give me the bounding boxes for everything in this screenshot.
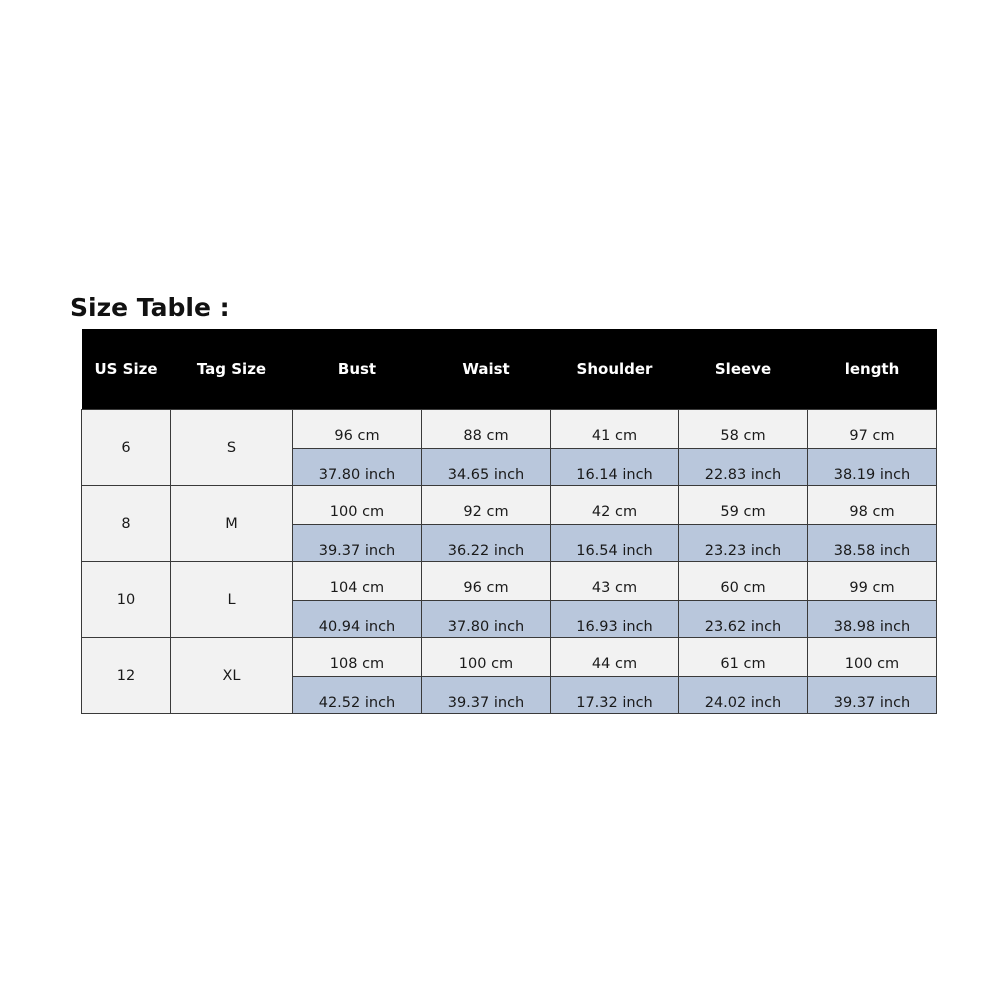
- header-bust: Bust: [293, 329, 422, 410]
- waist-cm-cell: 96 cm: [422, 562, 551, 601]
- length-inch-cell: 38.58 inch: [808, 525, 937, 562]
- shoulder-cm-cell: 44 cm: [551, 638, 679, 677]
- bust-cm-cell: 96 cm: [293, 410, 422, 449]
- sleeve-cm-cell: 58 cm: [679, 410, 808, 449]
- header-waist: Waist: [422, 329, 551, 410]
- sleeve-cm-cell: 59 cm: [679, 486, 808, 525]
- us-size-cell: 12: [82, 638, 171, 714]
- shoulder-cm-cell: 41 cm: [551, 410, 679, 449]
- shoulder-inch-cell: 16.93 inch: [551, 601, 679, 638]
- tag-size-cell: XL: [171, 638, 293, 714]
- shoulder-cm-cell: 42 cm: [551, 486, 679, 525]
- sleeve-cm-cell: 61 cm: [679, 638, 808, 677]
- waist-cm-cell: 88 cm: [422, 410, 551, 449]
- shoulder-inch-cell: 16.14 inch: [551, 449, 679, 486]
- waist-inch-cell: 39.37 inch: [422, 677, 551, 714]
- bust-cm-cell: 108 cm: [293, 638, 422, 677]
- bust-cm-cell: 100 cm: [293, 486, 422, 525]
- length-cm-cell: 99 cm: [808, 562, 937, 601]
- shoulder-inch-cell: 16.54 inch: [551, 525, 679, 562]
- bust-inch-cell: 42.52 inch: [293, 677, 422, 714]
- length-cm-cell: 100 cm: [808, 638, 937, 677]
- shoulder-inch-cell: 17.32 inch: [551, 677, 679, 714]
- sleeve-inch-cell: 22.83 inch: [679, 449, 808, 486]
- sleeve-inch-cell: 23.23 inch: [679, 525, 808, 562]
- us-size-cell: 6: [82, 410, 171, 486]
- us-size-cell: 8: [82, 486, 171, 562]
- bust-cm-cell: 104 cm: [293, 562, 422, 601]
- bust-inch-cell: 37.80 inch: [293, 449, 422, 486]
- waist-inch-cell: 37.80 inch: [422, 601, 551, 638]
- length-cm-cell: 97 cm: [808, 410, 937, 449]
- table-header-row: [82, 329, 937, 410]
- tag-size-cell: S: [171, 410, 293, 486]
- table-row-cm: [82, 486, 937, 525]
- table-row-cm: [82, 638, 937, 677]
- bust-inch-cell: 39.37 inch: [293, 525, 422, 562]
- page-title: Size Table :: [70, 293, 230, 322]
- table-row-cm: [82, 410, 937, 449]
- length-inch-cell: 38.98 inch: [808, 601, 937, 638]
- sleeve-inch-cell: 23.62 inch: [679, 601, 808, 638]
- tag-size-cell: L: [171, 562, 293, 638]
- length-inch-cell: 39.37 inch: [808, 677, 937, 714]
- header-us-size: US Size: [82, 329, 171, 410]
- shoulder-cm-cell: 43 cm: [551, 562, 679, 601]
- header-length: length: [808, 329, 937, 410]
- waist-cm-cell: 100 cm: [422, 638, 551, 677]
- waist-cm-cell: 92 cm: [422, 486, 551, 525]
- header-shoulder: Shoulder: [551, 329, 679, 410]
- size-table: [81, 329, 937, 714]
- table-row-cm: [82, 562, 937, 601]
- sleeve-cm-cell: 60 cm: [679, 562, 808, 601]
- header-tag-size: Tag Size: [171, 329, 293, 410]
- sleeve-inch-cell: 24.02 inch: [679, 677, 808, 714]
- waist-inch-cell: 34.65 inch: [422, 449, 551, 486]
- tag-size-cell: M: [171, 486, 293, 562]
- us-size-cell: 10: [82, 562, 171, 638]
- waist-inch-cell: 36.22 inch: [422, 525, 551, 562]
- bust-inch-cell: 40.94 inch: [293, 601, 422, 638]
- length-inch-cell: 38.19 inch: [808, 449, 937, 486]
- length-cm-cell: 98 cm: [808, 486, 937, 525]
- header-sleeve: Sleeve: [679, 329, 808, 410]
